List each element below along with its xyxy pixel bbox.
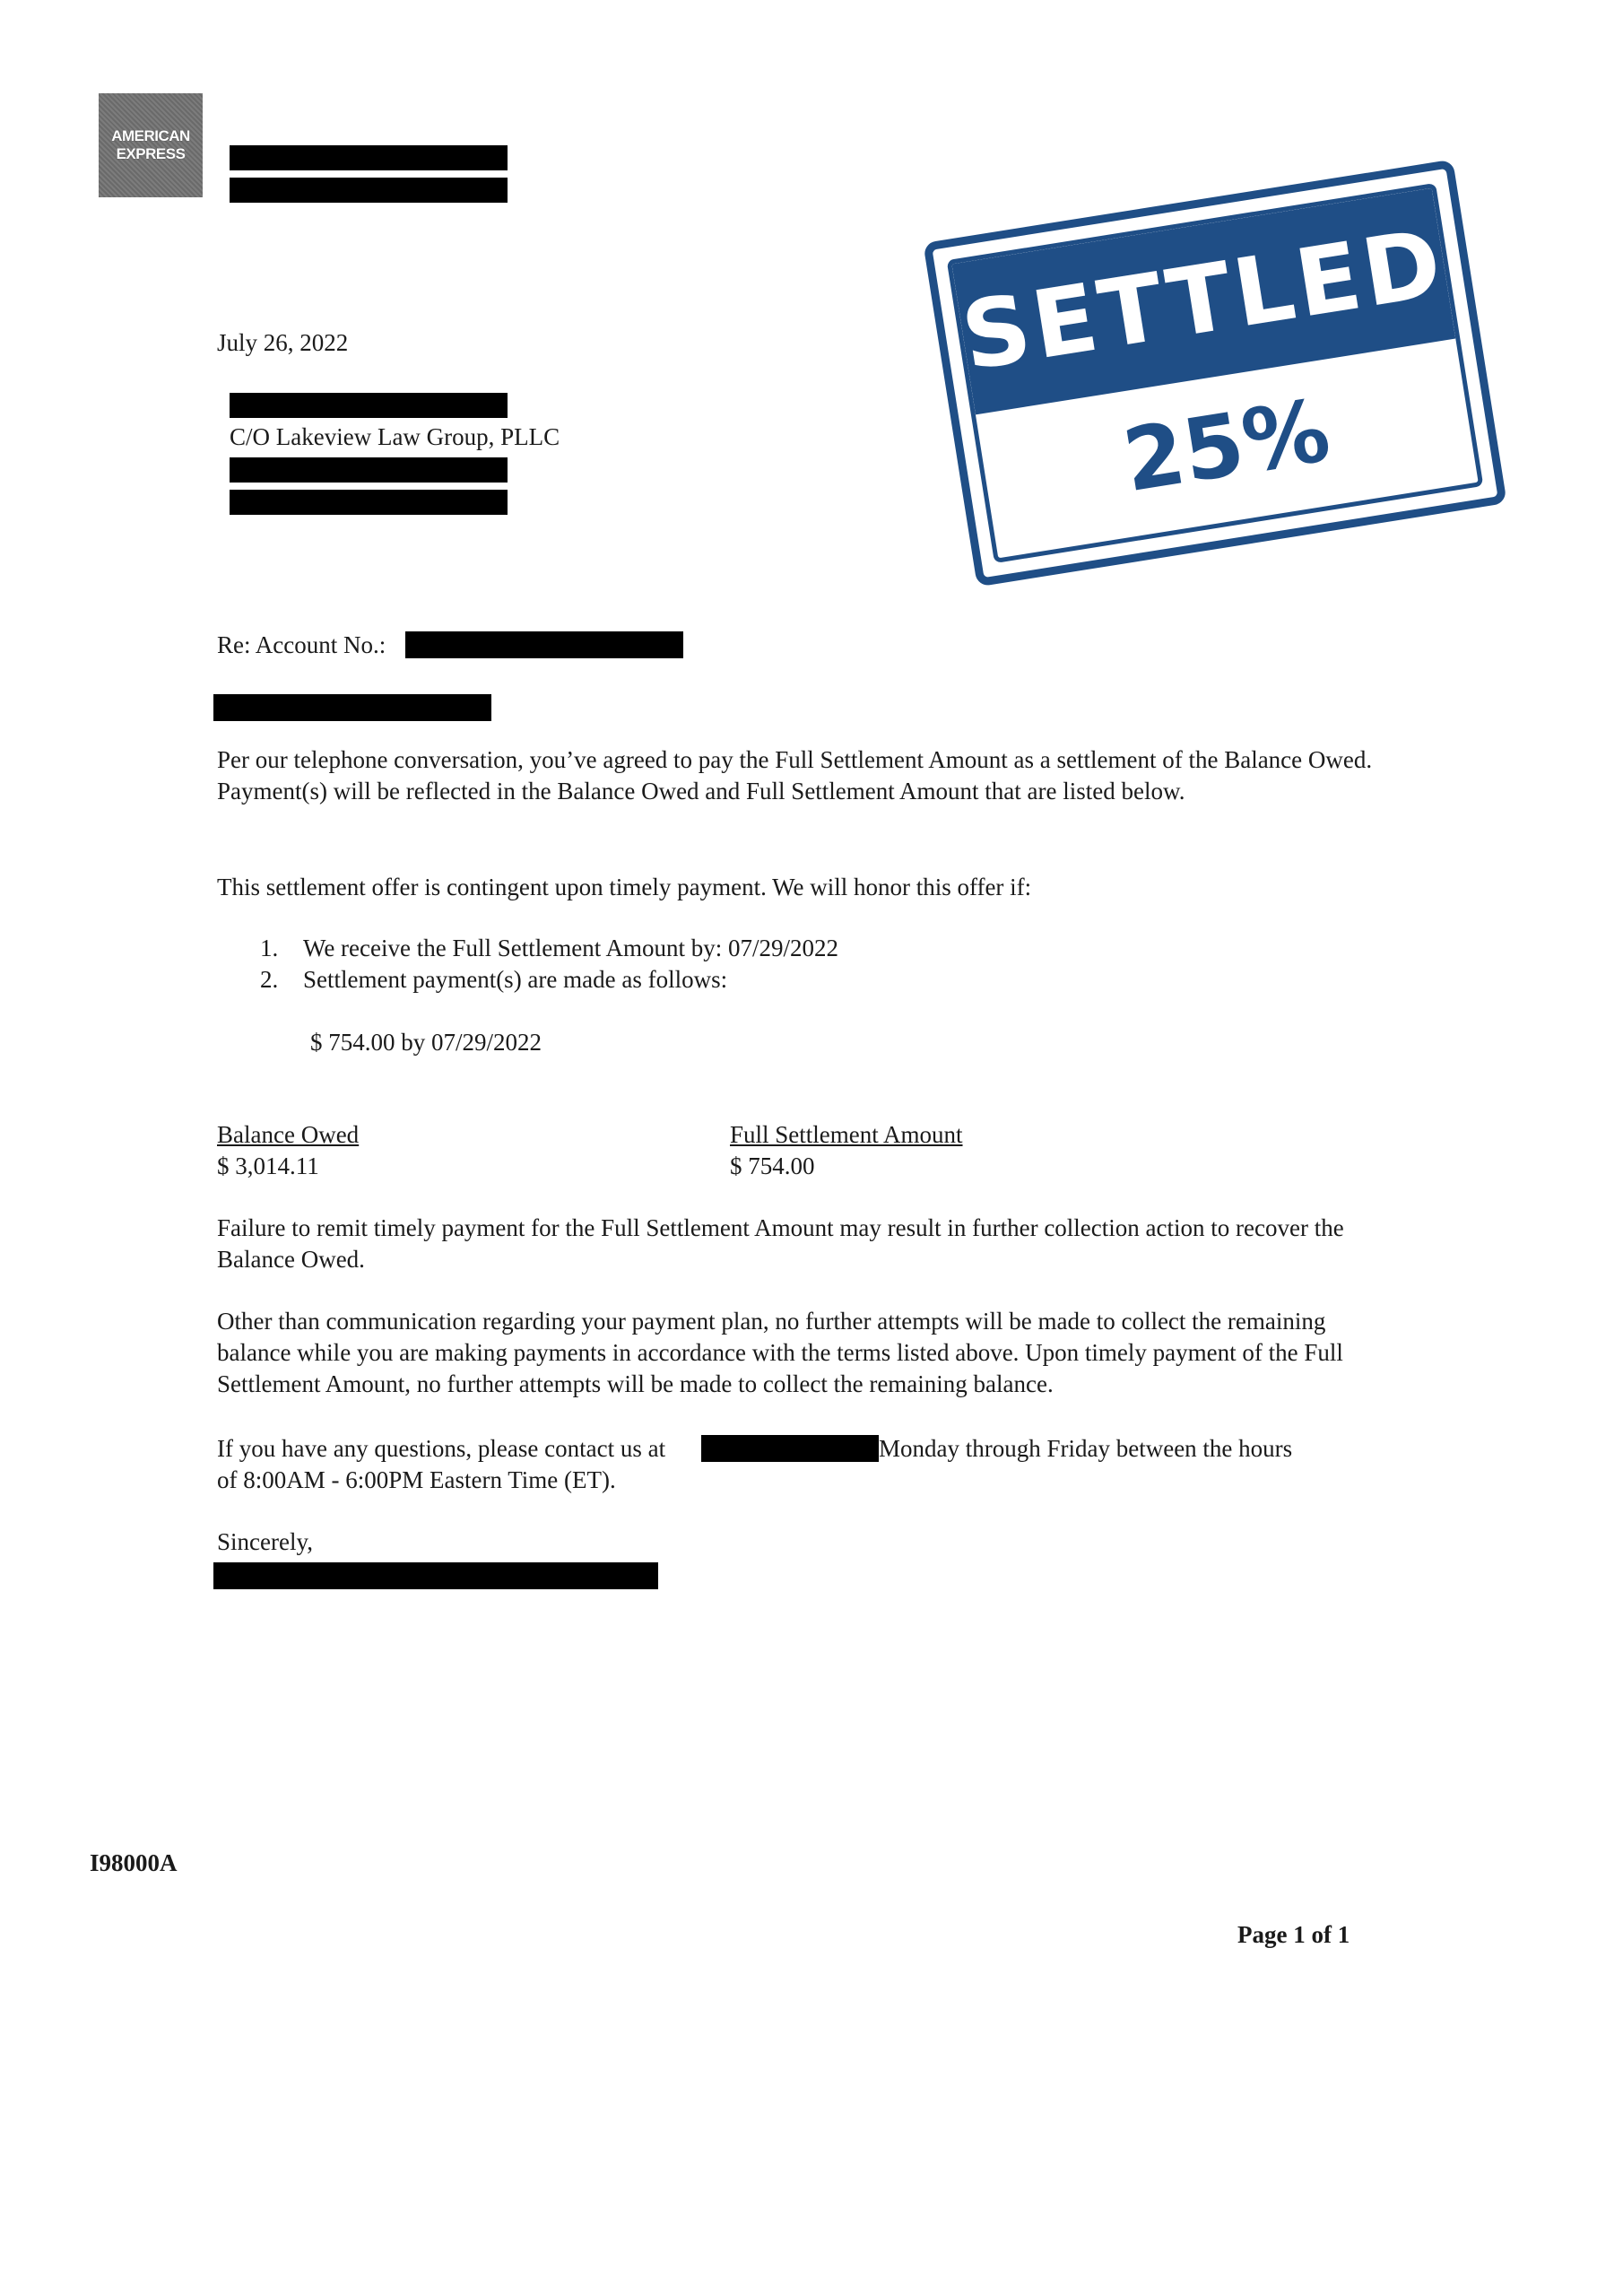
logo-line-1: AMERICAN bbox=[111, 127, 190, 144]
paragraph-collection-terms: Other than communication regarding your payment plan, no further attempts will be made to collect the remaining balance while you are making payments in accordance with the terms listed above. Upon timely payment of the Full Settlement Amount, no further attempts will be made to collect the remaining balance. bbox=[217, 1308, 1343, 1397]
list-number: 1. bbox=[260, 935, 279, 961]
contact-line-start: If you have any questions, please contact us at bbox=[217, 1435, 666, 1462]
settled-stamp bbox=[923, 160, 1506, 587]
closing: Sincerely, bbox=[217, 1528, 313, 1555]
form-code: I98000A bbox=[90, 1849, 178, 1876]
redaction-salutation bbox=[213, 694, 491, 721]
list-text: Settlement payment(s) are made as follows: bbox=[303, 966, 728, 993]
stamp-percent: 25% bbox=[1116, 379, 1337, 512]
contact-line-end: Monday through Friday between the hours bbox=[879, 1435, 1293, 1462]
list-text: We receive the Full Settlement Amount by: 07/29/2022 bbox=[303, 935, 838, 961]
paragraph-failure-notice: Failure to remit timely payment for the Full Settlement Amount may result in further collection action to recover the Balance Owed. bbox=[217, 1214, 1344, 1273]
redaction-sender-line-2 bbox=[230, 178, 508, 203]
stamp-word: SETTLED bbox=[954, 207, 1453, 392]
redaction-recipient-name bbox=[230, 393, 508, 418]
redaction-phone-number bbox=[701, 1435, 879, 1462]
list-number: 2. bbox=[260, 966, 279, 993]
logo-line-2: EXPRESS bbox=[116, 145, 186, 162]
full-settlement-value: $ 754.00 bbox=[730, 1152, 815, 1179]
redaction-recipient-city bbox=[230, 490, 508, 515]
contact-hours: of 8:00AM - 6:00PM Eastern Time (ET). bbox=[217, 1466, 616, 1493]
payment-schedule-line: $ 754.00 by 07/29/2022 bbox=[310, 1029, 542, 1056]
recipient-address-line: C/O Lakeview Law Group, PLLC bbox=[230, 423, 560, 450]
paragraph-contingency: This settlement offer is contingent upon timely payment. We will honor this offer if: bbox=[217, 874, 1032, 900]
page-number: Page 1 of 1 bbox=[1237, 1921, 1350, 1948]
redaction-sender-line-1 bbox=[230, 145, 508, 170]
american-express-logo bbox=[99, 93, 203, 197]
redaction-signature bbox=[213, 1562, 658, 1589]
redaction-account-number bbox=[405, 631, 683, 658]
letter-date: July 26, 2022 bbox=[217, 329, 349, 356]
full-settlement-label: Full Settlement Amount bbox=[730, 1121, 963, 1148]
redaction-recipient-street bbox=[230, 457, 508, 483]
paragraph-agreement: Per our telephone conversation, you’ve agreed to pay the Full Settlement Amount as a settlement of the Balance Owed. Payment(s) will be reflected in the Balance Owed and Full Settlement Amount that are listed below. bbox=[217, 746, 1373, 804]
balance-owed-value: $ 3,014.11 bbox=[217, 1152, 319, 1179]
account-reference-label: Re: Account No.: bbox=[217, 631, 386, 658]
balance-owed-label: Balance Owed bbox=[217, 1121, 360, 1148]
